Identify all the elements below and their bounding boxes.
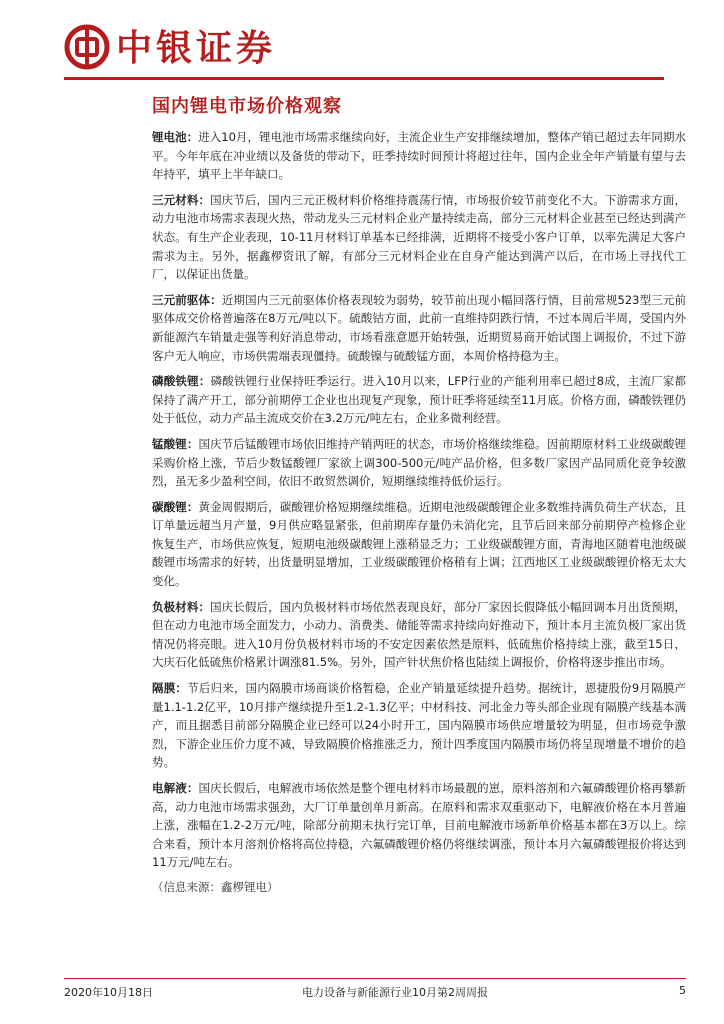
paragraph-text: 近期国内三元前驱体价格表现较为弱势，较节前出现小幅回落行情，目前常规523型三元前驱体成交价格普遍落在8万元/吨以下。硫酸钴方面，此前一直维持阴跌行情，不过本周后半周，受国内外新能源汽车销量走强等利好消息带动，市场看涨意愿开始转强，近期贸易商开始试图上调报价，不过下游客户无人响应，市场供需端表现僵持。硫酸镍与硫酸锰方面，本周价格持稳为主。 xyxy=(152,292,686,363)
paragraph-text: 黄金周假期后，碳酸锂价格短期继续维稳。近期电池级碳酸锂企业多数维持满负荷生产状态，且订单量远超当月产量，9月供应略显紧张，但前期库存量仍未消化完，且节后回来部分前期停产检修企业恢复生产，市场供应恢复，短期电池级碳酸锂上涨稍显乏力；工业级碳酸锂方面，青海地区随着电池级碳酸锂市场需求的好转，出货量明显增加，工业级碳酸锂价格稍有上调；江西地区工业级碳酸锂价格无太大变化。 xyxy=(152,499,687,589)
paragraph-lead: 负极材料： xyxy=(152,599,211,614)
paragraph-text: 国庆节后，国内三元正极材料价格维持震荡行情，市场报价较节前变化不大。下游需求方面，动力电池市场需求表现火热，带动龙头三元材料企业产量持续走高，部分三元材料企业甚至已经达到满产状态。有生产企业表现，10-11月材料订单基本已经排满，近期将不接受小客户订单，以率先满足大客户需求为主。另外，据鑫椤资讯了解，有部分三元材料企业在自身产能达到满产以后，在市场上寻找代工厂，以保证出货量。 xyxy=(152,192,687,282)
paragraph-lead: 电解液： xyxy=(152,781,199,795)
paragraph-lead: 磷酸铁锂： xyxy=(152,374,211,389)
paragraph-lead: 碳酸锂： xyxy=(152,499,199,514)
paragraph-text: 节后归来，国内隔膜市场商谈价格暂稳，企业产销量延续提升趋势。据统计，恩捷股份9月隔膜产量1.1-1.2亿平，10月排产继续提升至1.2-1.3亿平；中材科技、河北金力等头部企业现有隔膜产线基本满产，而且据悉目前部分隔膜企业已经可以24小时开工，国内隔膜市场供应增量较为明显，但市场竞争激烈，下游企业压价力度不减，导致隔膜价格推涨乏力，预计四季度国内隔膜市场仍将呈现增量不增价的趋势。 xyxy=(152,681,687,770)
page-header xyxy=(64,24,664,72)
section-title: 国内锂电市场价格观察 xyxy=(152,96,342,117)
paragraph-lfp xyxy=(152,372,686,428)
paragraph-text: 国庆节后锰酸锂市场依旧维持产销两旺的状态，市场价格继续维稳。因前期原材料工业级碳酸锂采购价格上涨，节后少数锰酸锂厂家欲上调300-500元/吨产品价格，但多数厂家因产品同质化竞争较激烈，虽无多少盈利空间，依旧不敢贸然调价，短期继续维持低价运行。 xyxy=(152,436,687,489)
brand-name: 中银证券 xyxy=(116,27,277,69)
report-date: 2020年10月18日 xyxy=(64,986,153,999)
page-number: 5 xyxy=(679,984,686,997)
paragraph-lead: 锰酸锂： xyxy=(152,436,199,451)
paragraph-anode xyxy=(152,598,686,672)
paragraph-ternary-precursor xyxy=(152,291,686,365)
header-divider xyxy=(64,77,664,80)
paragraph-lead: 三元前驱体： xyxy=(152,292,222,307)
paragraph-lithium-carbonate xyxy=(152,498,686,591)
paragraph-lmo xyxy=(152,435,686,491)
info-source: （信息来源：鑫椤锂电） xyxy=(152,879,279,894)
paragraph-lithium-battery xyxy=(152,128,686,184)
paragraph-electrolyte xyxy=(152,779,686,872)
paragraph-lead: 隔膜： xyxy=(152,681,188,696)
paragraph-text: 国庆长假后，电解液市场依然是整个锂电材料市场最靓的崽，原料溶剂和六氟磷酸锂价格再攀新高，动力电池市场需求强劲，大厂订单量创单月新高。在原料和需求双重驱动下，电解液价格在本月普遍上涨，涨幅在1.2-2万元/吨，除部分前期未执行完订单，目前电解液市场新单价格基本都在3万以上。综合来看，预计本月溶剂价格将高位持稳，六氟磷酸锂价格仍将继续调涨，预计本月六氟磷酸锂报价将达到11万元/吨左右。 xyxy=(152,781,687,870)
paragraph-text: 国庆长假后，国内负极材料市场依然表现良好，部分厂家因长假降低小幅回调本月出货预期，但在动力电池市场全面发力，小动力、消费类、储能等需求持续向好推动下，预计本月主流负极厂家出货情况仍将亮眼。进入10月份负极材料市场的不安定因素依然是原料，低硫焦价格持续上涨，截至15日，大庆石化低硫焦价格累计调涨81.5%。另外，国产针状焦价格也陆续上调报价，价格将逐步推出市场。 xyxy=(152,599,687,670)
article-body xyxy=(152,128,686,895)
paragraph-lead: 锂电池： xyxy=(152,130,199,144)
paragraph-text: 进入10月，锂电池市场需求继续向好，主流企业生产安排继续增加，整体产销已超过去年同期水平。今年年底在冲业绩以及备货的带动下，旺季持续时间预计将超过往年，国内企业全年产销量有望与去年持平，填平上半年缺口。 xyxy=(152,130,686,182)
paragraph-ternary-material xyxy=(152,191,686,284)
bank-of-china-logo-icon xyxy=(64,24,110,70)
paragraph-separator xyxy=(152,679,686,772)
footer-divider xyxy=(64,978,686,979)
paragraph-lead: 三元材料： xyxy=(152,192,211,207)
paragraph-text: 磷酸铁锂行业保持旺季运行。进入10月以来，LFP行业的产能利用率已超过8成，主流厂家都保持了满产开工，部分前期停工企业也出现复产现象，预计旺季将延续至11月底。价格方面，磷酸铁锂仍处于低位，动力产品主流成交价在3.2万元/吨左右，企业多微利经营。 xyxy=(152,374,687,426)
report-name: 电力设备与新能源行业10月第2周周报 xyxy=(302,986,488,999)
